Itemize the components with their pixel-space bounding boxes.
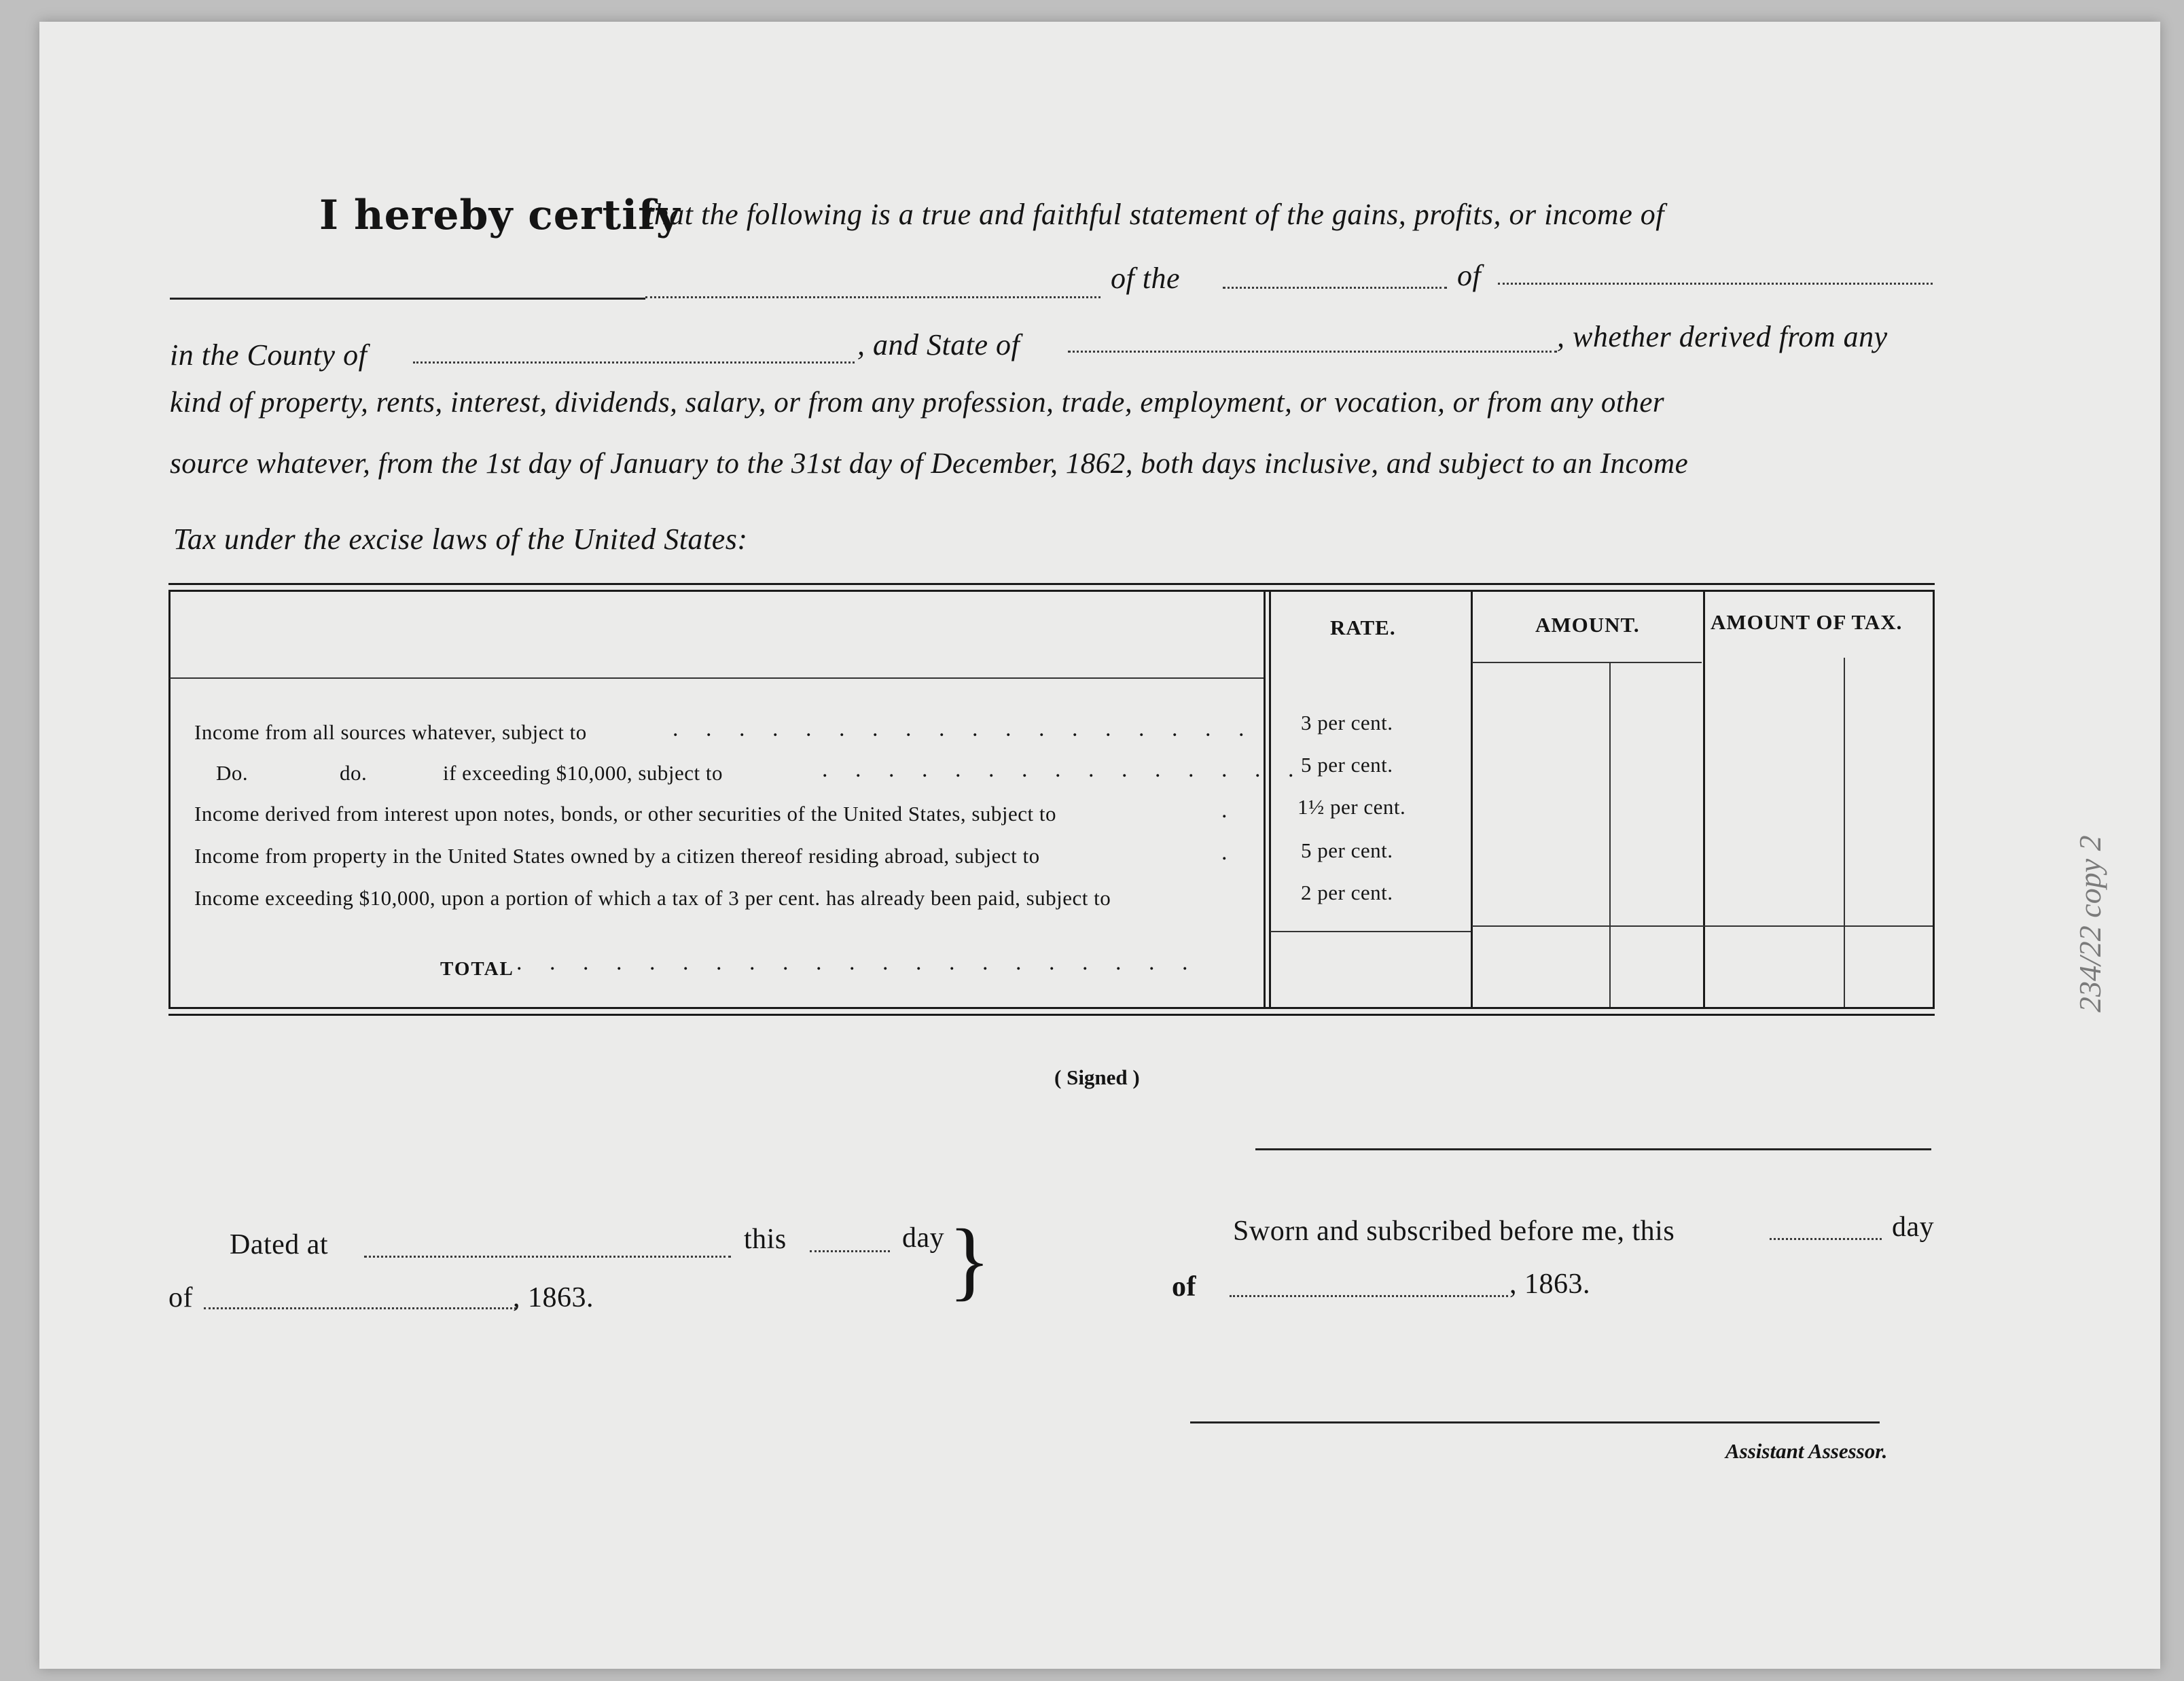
- of-month-label: of: [168, 1282, 193, 1313]
- row-rate-5: 2 per cent.: [1301, 881, 1393, 904]
- name-field-solid[interactable]: [170, 298, 645, 300]
- row-leader-2: . . . . . . . . . . . . . . .: [822, 757, 1305, 782]
- row-rate-2: 5 per cent.: [1301, 753, 1393, 777]
- header-amount-of-tax: AMOUNT OF TAX.: [1711, 610, 1903, 634]
- year-label: , 1863.: [513, 1282, 594, 1313]
- row-rate-4: 5 per cent.: [1301, 838, 1393, 862]
- state-field[interactable]: [1068, 351, 1557, 353]
- row-leader-4: .: [1221, 840, 1238, 865]
- certify-line3: kind of property, rents, interest, dividends, salary, or from any profession, trade, employment, or vocation, or from any other: [170, 387, 1665, 419]
- total-leader: . . . . . . . . . . . . . . . . . . . . .: [516, 950, 1199, 975]
- sworn-of-label: of: [1172, 1271, 1196, 1303]
- assessor-signature-line[interactable]: [1190, 1421, 1880, 1423]
- row-label-4: Income from property in the United States owned by a citizen thereof residing abroad, subject to: [194, 844, 1040, 868]
- signed-label: ( Signed ): [1054, 1065, 1140, 1089]
- row-label-3: Income derived from interest upon notes, bonds, or other securities of the United States, subject to: [194, 802, 1057, 826]
- this-day-field[interactable]: [810, 1250, 890, 1252]
- brace-icon: }: [948, 1211, 991, 1309]
- sworn-year-label: , 1863.: [1509, 1269, 1590, 1300]
- county-field[interactable]: [413, 361, 855, 364]
- whether-label: , whether derived from any: [1557, 320, 1888, 353]
- assessor-label: Assistant Assessor.: [1725, 1439, 1888, 1463]
- certify-line4: source whatever, from the 1st day of January to the 31st day of December, 1862, both days inclusive, and subject to an Income: [170, 448, 1689, 480]
- row-do-1: Do.: [216, 761, 249, 785]
- certify-lead: I hereby certify: [319, 192, 681, 239]
- signature-line[interactable]: [1255, 1148, 1931, 1150]
- dated-at-label: Dated at: [230, 1229, 329, 1260]
- margin-note: 234/22 copy 2: [2073, 835, 2107, 1012]
- sworn-month-field[interactable]: [1230, 1295, 1508, 1297]
- header-rate: RATE.: [1330, 616, 1396, 639]
- sworn-day-field[interactable]: [1770, 1238, 1882, 1240]
- row-rate-3: 1½ per cent.: [1297, 795, 1406, 819]
- row-label-5: Income exceeding $10,000, upon a portion of which a tax of 3 per cent. has already been paid, subject to: [194, 886, 1111, 910]
- state-label: , and State of: [857, 328, 1020, 361]
- place-field[interactable]: [1498, 283, 1933, 285]
- day-label: day: [902, 1222, 945, 1254]
- sworn-day-label: day: [1892, 1211, 1935, 1243]
- this-label: this: [744, 1224, 787, 1255]
- county-label: in the County of: [170, 338, 368, 372]
- of-label: of: [1457, 259, 1482, 292]
- header-amount: AMOUNT.: [1535, 613, 1640, 637]
- row-do-2: do.: [340, 761, 368, 785]
- row-label-2: if exceeding $10,000, subject to: [443, 761, 723, 785]
- total-label: TOTAL: [440, 958, 514, 980]
- certify-line5: Tax under the excise laws of the United States:: [173, 523, 748, 556]
- name-field[interactable]: [645, 296, 1100, 298]
- month-field[interactable]: [204, 1307, 516, 1309]
- row-leader-3: .: [1221, 798, 1238, 823]
- of-the-label: of the: [1111, 262, 1180, 295]
- dated-at-field[interactable]: [364, 1256, 731, 1258]
- row-rate-1: 3 per cent.: [1301, 711, 1393, 735]
- row-label-1: Income from all sources whatever, subject to: [194, 720, 587, 744]
- district-field[interactable]: [1223, 287, 1447, 289]
- sworn-label: Sworn and subscribed before me, this: [1233, 1216, 1675, 1247]
- row-leader-1: . . . . . . . . . . . . . . . . . .: [673, 716, 1255, 741]
- certify-line1: that the following is a true and faithful statement of the gains, profits, or income of: [645, 198, 1664, 231]
